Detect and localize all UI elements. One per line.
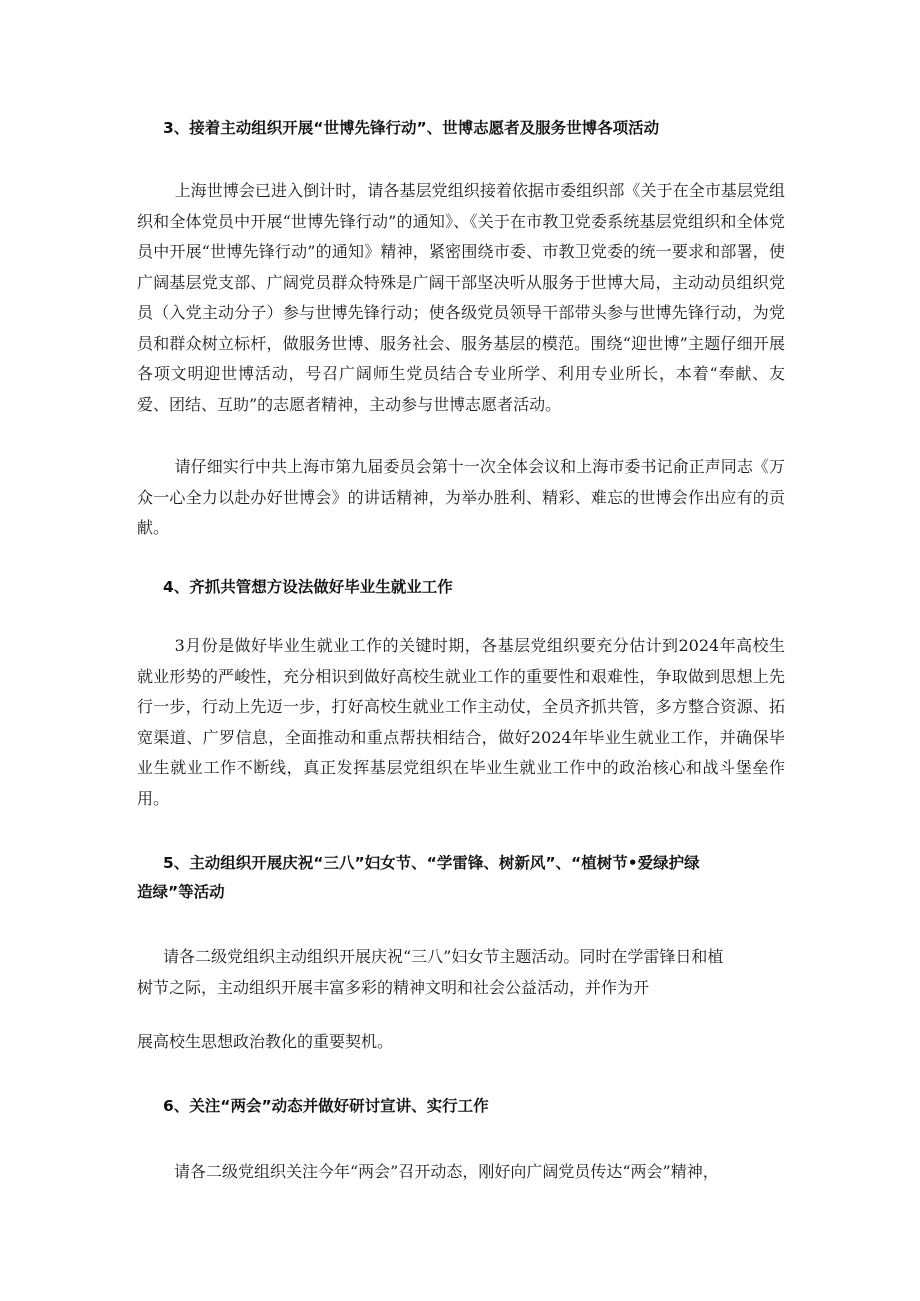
section-3-paragraph-1: 上海世博会已进入倒计时，请各基层党组织接着依据市委组织部《关于在全市基层党组织和全体党员中开展“世博先锋行动”的通知》、《关于在市教卫党委系统基层党组织和全体党员中开展“世博先锋行动”的通知》精神，紧密围绕市委、市教卫党委的统一要求和部署，使广阔基层党支部、广阔党员群众特殊是广阔干部坚决听从服务于世博大局，主动动员组织党员（入党主动分子）参与世博先锋行动；使各级党员领导干部带头参与世博先锋行动，为党员和群众树立标杆，做服务世博、服务社会、服务基层的模范。围绕“迎世博”主题仔细开展各项文明迎世博活动，号召广阔师生党员结合专业所学、利用专业所长，本着“奉献、友爱、团结、互助”的志愿者精神，主动参与世博志愿者活动。 <box>137 181 785 414</box>
section-5-heading-line-1: 5、主动组织开展庆祝“三八”妇女节、“学雷锋、树新风”、“植树节•爱绿护绿 <box>163 854 700 872</box>
section-3-paragraph-2: 请仔细实行中共上海市第九届委员会第十一次全体会议和上海市委书记俞正声同志《万众一心全力以赴办好世博会》的讲话精神，为举办胜利、精彩、难忘的世博会作出应有的贡献。 <box>137 457 785 537</box>
section-4-heading: 4、齐抓共管想方设法做好毕业生就业工作 <box>163 578 453 596</box>
section-5-line-3: 展高校生思想政治教化的重要契机。 <box>137 1032 394 1051</box>
section-6-line-1: 请各二级党组织关注今年“两会”召开动态，刚好向广阔党员传达“两会”精神， <box>174 1162 719 1181</box>
section-3-heading: 3、接着主动组织开展“世博先锋行动”、世博志愿者及服务世博各项活动 <box>163 119 660 137</box>
section-5-line-1: 请各二级党组织主动组织开展庆祝“三八”妇女节主题活动。同时在学雷锋日和植 <box>163 947 724 966</box>
section-5-line-2: 树节之际，主动组织开展丰富多彩的精神文明和社会公益活动，并作为开 <box>137 978 650 997</box>
section-4-paragraph-1: 3月份是做好毕业生就业工作的关键时期，各基层党组织要充分估计到2024年高校生就业形势的严峻性，充分相识到做好高校生就业工作的重要性和艰难性，争取做到思想上先行一步，行动上先迈一步，打好高校生就业工作主动仗，全员齐抓共管，多方整合资源、拓宽渠道、广罗信息，全面推动和重点帮扶相结合，做好2024年毕业生就业工作，并确保毕业生就业工作不断线，真正发挥基层党组织在毕业生就业工作中的政治核心和战斗堡垒作用。 <box>137 636 785 808</box>
section-5-heading-line-2: 造绿”等活动 <box>137 883 225 901</box>
section-6-heading: 6、关注“两会”动态并做好研讨宣讲、实行工作 <box>163 1097 489 1115</box>
